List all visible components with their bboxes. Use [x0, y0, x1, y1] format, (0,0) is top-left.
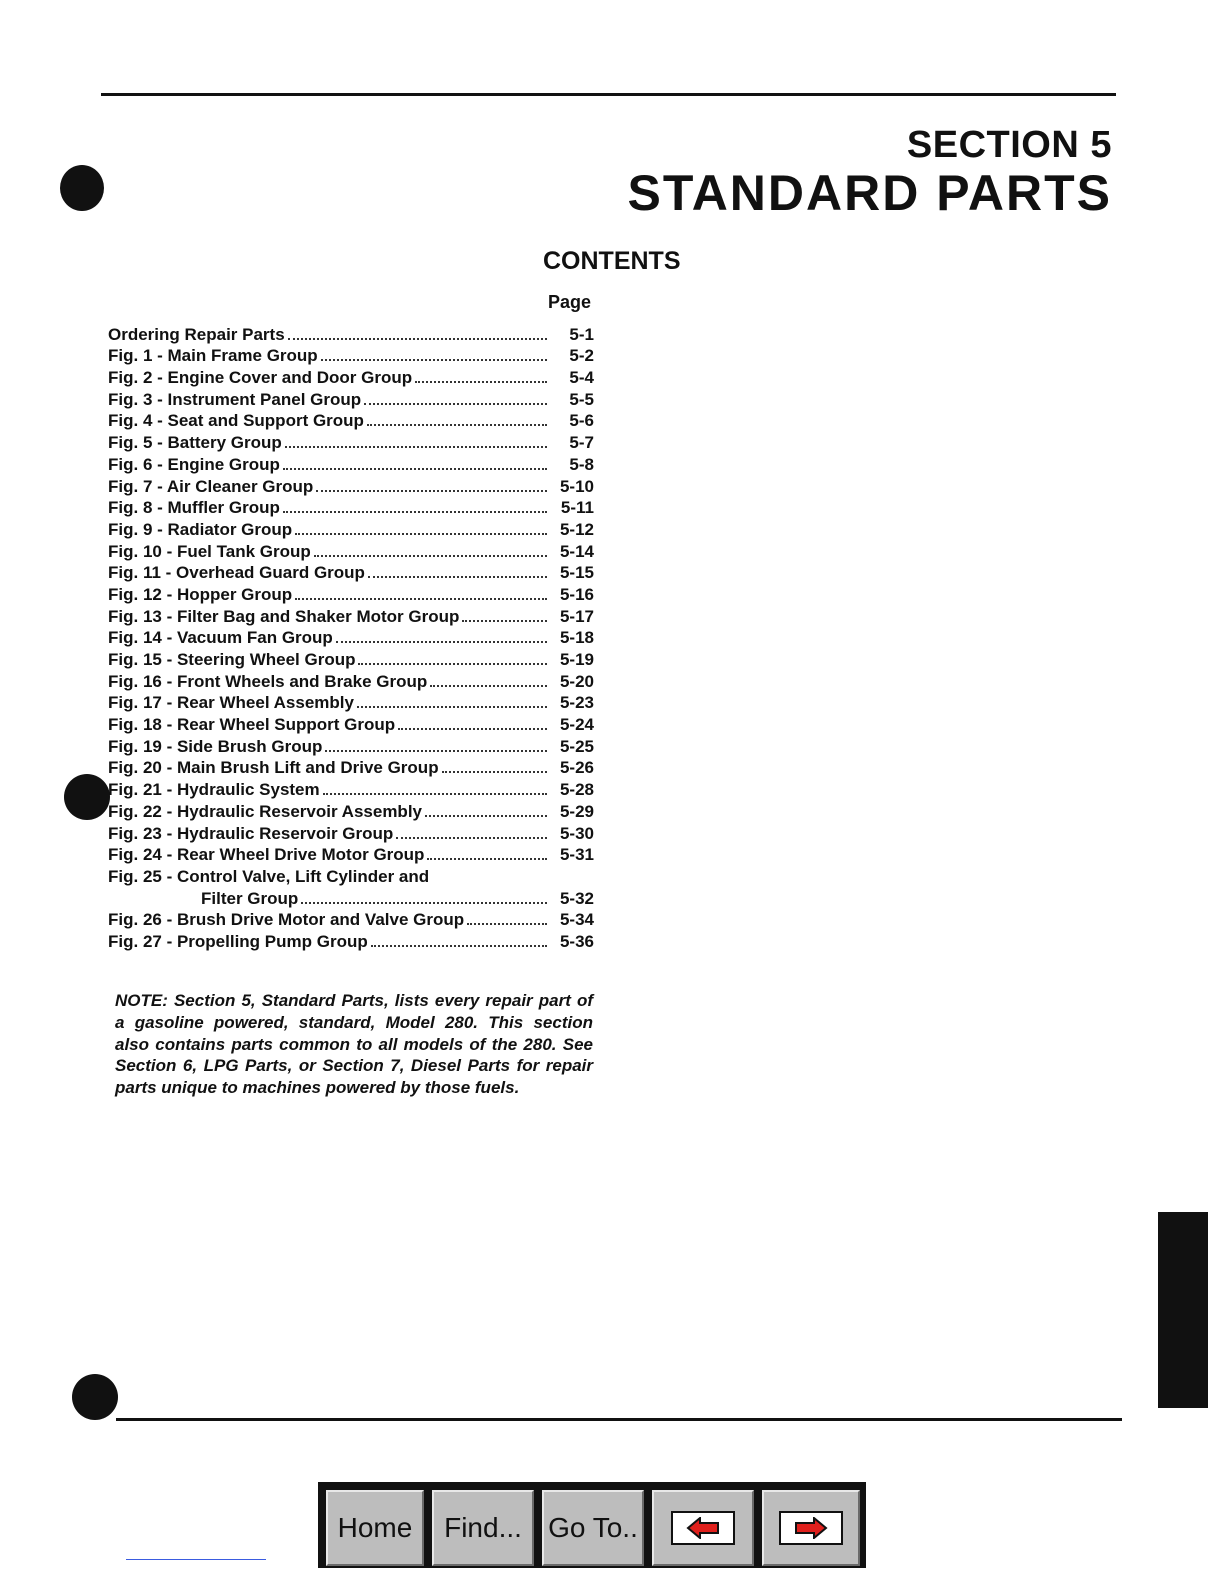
toc-entry-page: 5-1	[569, 324, 594, 344]
toc-entry-title: Fig. 4 - Seat and Support Group	[108, 411, 364, 431]
toc-entry-title: Fig. 7 - Air Cleaner Group	[108, 476, 314, 496]
toc-leader-dots	[430, 685, 547, 687]
toc-entry[interactable]	[108, 562, 594, 584]
toc-leader-dots	[323, 793, 547, 795]
toc-entry-page: 5-14	[559, 541, 594, 561]
binder-hole-middle	[64, 774, 110, 820]
page-column-heading: Page	[548, 292, 592, 312]
toc-leader-dots	[367, 424, 547, 426]
toc-entry-page: 5-15	[559, 563, 594, 583]
toc-leader-dots	[425, 815, 547, 817]
toc-leader-dots	[321, 359, 547, 361]
toc-leader-dots	[285, 446, 547, 448]
toc-leader-dots	[415, 381, 547, 383]
section-label: SECTION 5	[906, 124, 1112, 166]
toc-leader-dots	[398, 728, 547, 730]
toc-entry-page: 5-2	[569, 346, 594, 366]
toc-leader-dots	[467, 923, 547, 925]
home-button[interactable]: Home	[326, 1490, 424, 1566]
toc-entry-page: 5-18	[559, 628, 594, 648]
toc-entry-page: 5-4	[569, 368, 594, 388]
toc-leader-dots	[295, 533, 547, 535]
toc-entry[interactable]	[108, 388, 594, 410]
toc-entry-title: Filter Group	[201, 888, 299, 908]
section-note: NOTE: Section 5, Standard Parts, lists every repair part of a gasoline powered, standard, Model 280. This section also contains parts common to all models of the 280. See Section 6, LPG Parts, or Section 7, Diesel Parts for repair parts unique to machines powered by those fuels.	[115, 991, 593, 1098]
toc-entry[interactable]	[108, 909, 594, 931]
toc-entry-page: 5-36	[559, 931, 594, 951]
toc-entry-title: Fig. 19 - Side Brush Group	[108, 736, 323, 756]
toc-entry[interactable]	[108, 887, 594, 909]
toc-entry-title: Fig. 14 - Vacuum Fan Group	[108, 628, 333, 648]
toc-entry[interactable]	[108, 648, 594, 670]
find-button[interactable]: Find...	[432, 1490, 534, 1566]
toc-entry[interactable]	[108, 844, 594, 866]
toc-entry-title: Fig. 16 - Front Wheels and Brake Group	[108, 671, 428, 691]
toc-entry[interactable]	[108, 497, 594, 519]
toc-entry-page: 5-32	[559, 888, 594, 908]
toc-leader-dots	[314, 555, 547, 557]
toc-entry[interactable]	[108, 366, 594, 388]
toc-entry-title: Fig. 6 - Engine Group	[108, 454, 280, 474]
toc-entry[interactable]	[108, 605, 594, 627]
toc-entry-page: 5-5	[569, 389, 594, 409]
section-thumb-tab	[1158, 1212, 1208, 1408]
toc-entry-page: 5-24	[559, 715, 594, 735]
previous-page-button[interactable]	[652, 1490, 754, 1566]
goto-button[interactable]: Go To..	[542, 1490, 644, 1566]
section-title: STANDARD PARTS	[627, 165, 1112, 221]
toc-entry-title: Fig. 18 - Rear Wheel Support Group	[108, 715, 396, 735]
toc-entry-title: Fig. 5 - Battery Group	[108, 433, 282, 453]
toc-entry[interactable]	[108, 540, 594, 562]
toc-leader-dots	[368, 576, 547, 578]
toc-leader-dots	[364, 403, 547, 405]
toc-leader-dots	[462, 620, 547, 622]
toc-entry[interactable]	[108, 735, 594, 757]
toc-entry-title: Fig. 10 - Fuel Tank Group	[108, 541, 311, 561]
toc-entry-title: Fig. 9 - Radiator Group	[108, 519, 293, 539]
next-page-button[interactable]	[762, 1490, 860, 1566]
toc-entry-page: 5-17	[559, 606, 594, 626]
toc-entry-page: 5-29	[559, 801, 594, 821]
toc-entry-page: 5-28	[559, 780, 594, 800]
toc-entry-page: 5-8	[569, 454, 594, 474]
toc-entry-title: Fig. 21 - Hydraulic System	[108, 780, 320, 800]
toc-entry[interactable]	[108, 345, 594, 367]
toc-entry-page: 5-23	[559, 693, 594, 713]
toc-leader-dots	[358, 663, 547, 665]
toc-entry-page: 5-30	[559, 823, 594, 843]
toc-leader-dots	[357, 706, 547, 708]
toc-entry-page: 5-7	[569, 433, 594, 453]
toc-entry-page: 5-25	[559, 736, 594, 756]
toc-entry-title: Fig. 3 - Instrument Panel Group	[108, 389, 362, 409]
bottom-rule	[116, 1418, 1122, 1421]
contents-heading: CONTENTS	[543, 247, 681, 275]
toc-entry[interactable]	[108, 800, 594, 822]
toc-entry-page: 5-20	[559, 671, 594, 691]
toc-entry[interactable]	[108, 583, 594, 605]
toc-entry[interactable]	[108, 822, 594, 844]
toc-leader-dots	[371, 945, 547, 947]
toc-entry-title: Fig. 17 - Rear Wheel Assembly	[108, 693, 354, 713]
toc-entry[interactable]	[108, 431, 594, 453]
toc-entry-title: Fig. 23 - Hydraulic Reservoir Group	[108, 823, 394, 843]
toc-leader-dots	[283, 468, 547, 470]
toc-entry-title: Fig. 2 - Engine Cover and Door Group	[108, 368, 413, 388]
toc-entry-page: 5-19	[559, 650, 594, 669]
toc-entry-page: 5-16	[559, 584, 594, 604]
toc-leader-dots	[283, 511, 547, 513]
toc-entry-title: Fig. 27 - Propelling Pump Group	[108, 931, 368, 951]
toc-entry-title: Fig. 8 - Muffler Group	[108, 498, 280, 518]
toc-entry[interactable]	[108, 453, 594, 475]
toc-entry[interactable]	[108, 627, 594, 649]
toc-leader-dots	[336, 641, 547, 643]
binder-hole-top	[60, 165, 104, 211]
right-arrow-icon	[779, 1511, 843, 1545]
toc-leader-dots	[316, 490, 547, 492]
toc-entry-page: 5-34	[559, 910, 594, 930]
top-rule	[101, 93, 1116, 96]
toc-entry[interactable]	[108, 475, 594, 497]
toc-entry-title: Fig. 26 - Brush Drive Motor and Valve Group	[108, 910, 465, 930]
toc-leader-dots	[301, 902, 547, 904]
toc-entry[interactable]	[108, 930, 594, 952]
toc-entry-page: 5-12	[559, 519, 594, 539]
toc-leader-dots	[396, 837, 547, 839]
toc-leader-dots	[288, 338, 547, 340]
toc-entry[interactable]	[108, 713, 594, 735]
toc-entry-page: 5-31	[559, 845, 594, 865]
toc-entry[interactable]	[108, 865, 594, 887]
toc-leader-dots	[427, 858, 547, 860]
bottom-link-underline	[126, 1559, 266, 1560]
table-of-contents	[108, 323, 594, 952]
toc-entry-title: Fig. 1 - Main Frame Group	[108, 346, 318, 366]
toc-leader-dots	[325, 750, 547, 752]
toc-entry-title: Fig. 13 - Filter Bag and Shaker Motor Group	[108, 606, 460, 626]
toc-entry-title: Ordering Repair Parts	[108, 324, 285, 344]
left-arrow-icon	[671, 1511, 735, 1545]
toc-entry-title: Fig. 15 - Steering Wheel Group	[108, 650, 356, 669]
toc-entry[interactable]	[108, 778, 594, 800]
toc-entry[interactable]	[108, 323, 594, 345]
toc-entry-title: Fig. 22 - Hydraulic Reservoir Assembly	[108, 801, 422, 821]
toc-entry-page: 5-6	[569, 411, 594, 431]
navigation-bar	[318, 1482, 866, 1568]
toc-leader-dots	[442, 771, 547, 773]
toc-entry[interactable]	[108, 410, 594, 432]
toc-entry-page: 5-11	[560, 498, 594, 518]
toc-entry[interactable]	[108, 518, 594, 540]
toc-entry[interactable]	[108, 757, 594, 779]
toc-leader-dots	[295, 598, 547, 600]
toc-entry-title: Fig. 24 - Rear Wheel Drive Motor Group	[108, 845, 425, 865]
toc-entry-title: Fig. 25 - Control Valve, Lift Cylinder and	[108, 866, 430, 886]
toc-entry-title: Fig. 12 - Hopper Group	[108, 584, 293, 604]
toc-entry[interactable]	[108, 692, 594, 714]
toc-entry-title: Fig. 11 - Overhead Guard Group	[108, 563, 365, 583]
binder-hole-bottom	[72, 1374, 118, 1420]
toc-entry[interactable]	[108, 670, 594, 692]
toc-entry-title: Fig. 20 - Main Brush Lift and Drive Group	[108, 758, 439, 778]
toc-entry-page: 5-10	[559, 476, 594, 496]
toc-entry-page: 5-26	[559, 758, 594, 778]
